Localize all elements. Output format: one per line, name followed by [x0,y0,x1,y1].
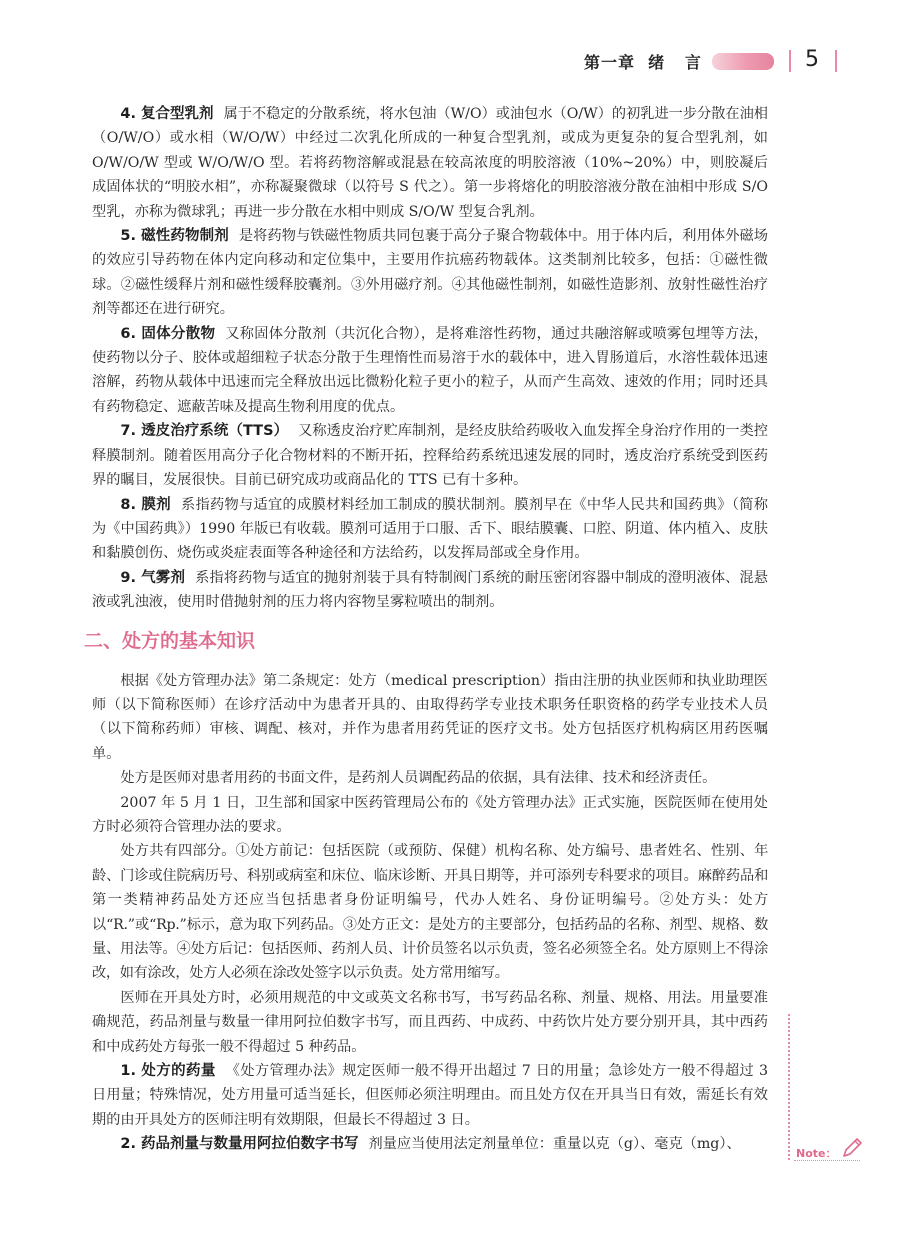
header-decorative-bar [712,53,774,70]
term-heading: 7. 透皮治疗系统（TTS） [120,423,289,440]
paragraph-regulation-date: 2007 年 5 月 1 日，卫生部和国家中医药管理局公布的《处方管理办法》正式实施，医院医师在使用处方时必须符合管理办法的要求。 [92,794,768,835]
section-heading: 二、处方的基本知识 [84,629,256,652]
paragraph-magnetic-preparation [92,224,768,322]
pencil-icon [840,1136,864,1160]
paragraph-prescription-nature: 处方是医师对患者用药的书面文件，是药剂人员调配药品的依据，具有法律、技术和经济责任。 [120,770,717,787]
term-heading: 8. 膜剂 [120,496,171,513]
paragraph-text: 《处方管理办法》规定医师一般不得开出超过 7 日的用量；急诊处方一般不得超过 3 日用量；特殊情况，处方用量可适当延长，但医师必须注明理由。而且处方仅在开具当日有效，需延长有效期的由开具处方的医师注明有效期限，但最长不得超过 3 日。 [92,1063,768,1128]
term-heading: 6. 固体分散物 [120,325,216,342]
term-heading: 9. 气雾剂 [120,569,186,586]
paragraph-prescription-definition: 根据《处方管理办法》第二条规定：处方（medical prescription）指由注册的执业医师和执业助理医师（以下简称医师）在诊疗活动中为患者开具的、由取得药学专业技术职务任职资格的药学专业技术人员（以下简称药师）审核、调配、核对，并作为患者用药凭证的医疗文书。处方包括医疗机构病区用药医嘱单。 [92,672,768,762]
note-margin-line [788,1014,792,1160]
paragraph-writing-rules: 医师在开具处方时，必须用规范的中文或英文名称书写，书写药品名称、剂量、规格、用法。用量要准确规范，药品剂量与数量一律用阿拉伯数字书写，而且西药、中成药、中药饮片处方要分别开具，其中西药和中成药处方每张一般不得超过 5 种药品。 [92,989,768,1055]
header-divider [789,50,791,72]
paragraph-tts [92,419,768,492]
paragraph-text: 又称固体分散剂（共沉化合物），是将难溶性药物，通过共融溶解或喷雾包埋等方法，使药物以分子、胶体或超细粒子状态分散于生理惰性而易溶于水的载体中，进入胃肠道后，水溶性载体迅速溶解，药物从载体中迅速而完全释放出远比微粉化粒子更小的粒子，从而产生高效、速效的作用；同时还具有药物稳定、遮蔽苦味及提高生物利用度的优点。 [92,325,768,415]
paragraph-text: 系指药物与适宜的成膜材料经加工制成的膜状制剂。膜剂早在《中华人民共和国药典》（简称为《中国药典》）1990 年版已有收载。膜剂可适用于口服、舌下、眼结膜囊、口腔、阴道、体内植入、皮肤和黏膜创伤、烧伤或炎症表面等各种途径和方法给药，以发挥局部或全身作用。 [92,496,768,562]
paragraph-text: 剂量应当使用法定剂量单位：重量以克（g）、毫克（mg）、 [368,1136,741,1153]
paragraph-solid-dispersion [92,322,768,420]
paragraph-dose-amount [92,1059,768,1132]
paragraph-text: 又称透皮治疗贮库制剂，是经皮肤给药吸收入血发挥全身治疗作用的一类控释膜制剂。随着医用高分子化合物材料的不断开拓，控释给药系统迅速发展的同时，透皮治疗系统受到医药界的瞩目，发展很快。目前已研究成功或商品化的 TTS 已有十多种。 [92,423,768,489]
paragraph-arabic-numerals [92,1132,768,1156]
paragraph-compound-emulsion [92,102,768,224]
paragraph-text: 系指将药物与适宜的抛射剂装于具有特制阀门系统的耐压密闭容器中制成的澄明液体、混悬液或乳浊液，使用时借抛射剂的压力将内容物呈雾粒喷出的制剂。 [92,569,768,611]
chapter-title: 第一章 绪 言 [584,53,702,72]
term-heading: 4. 复合型乳剂 [120,106,214,122]
paragraph-text: 是将药物与铁磁性物质共同包裹于高分子聚合物载体中。用于体内后，利用体外磁场的效应引导药物在体内定向移动和定位集中，主要用作抗癌药物载体。这类制剂比较多，包括：①磁性微球。②磁性缓释片剂和磁性缓释胶囊剂。③外用磁疗剂。④其他磁性制剂，如磁性造影剂、放射性磁性治疗剂等都还在进行研究。 [92,228,768,318]
term-heading: 2. 药品剂量与数量用阿拉伯数字书写 [120,1136,359,1153]
term-heading: 1. 处方的药量 [120,1063,216,1080]
page-body [84,102,768,1157]
paragraph-four-parts: 处方共有四部分。①处方前记：包括医院（或预防、保健）机构名称、处方编号、患者姓名、性别、年龄、门诊或住院病历号、科别或病室和床位、临床诊断、开具日期等，并可添列专科要求的项目。麻醉药品和第一类精神药品处方还应当包括患者身份证明编号，代办人姓名、身份证明编号。②处方头：处方以“R.”或“Rp.”标示，意为取下列药品。③处方正文：是处方的主要部分，包括药品的名称、剂型、规格、数量、用法等。④处方后记：包括医师、药剂人员、计价员签名以示负责，签名必须签全名。处方原则上不得涂改，如有涂改，处方人必须在涂改处签字以示负责。处方常用缩写。 [92,843,768,982]
note-underline [794,1160,860,1161]
paragraph-film [92,493,768,566]
running-header [0,44,900,78]
page-number: 5 [805,47,819,72]
term-heading: 5. 磁性药物制剂 [120,228,229,245]
paragraph-aerosol [92,566,768,615]
note-label: Note： [796,1147,837,1160]
note-area [788,1140,866,1164]
header-divider-right [835,50,837,72]
paragraph-text: 属于不稳定的分散系统，将水包油（W/O）或油包水（O/W）的初乳进一步分散在油相（O/W/O）或水相（W/O/W）中经过二次乳化所成的一种复合型乳剂，或成为更复杂的复合型乳剂，如 O/W/O/W 型或 W/O/W/O 型。若将药物溶解或混悬在较高浓度的明胶溶液（10%~20%）中，则胶凝后成固体状的“明胶水相”，亦称凝聚微球（以符号 S 代之）。第一步将熔化的明胶溶液分散在油相中形成 S/O 型乳，亦称为微球乳；再进一步分散在水相中则成 S/O/W 型复合乳剂。 [92,106,768,220]
